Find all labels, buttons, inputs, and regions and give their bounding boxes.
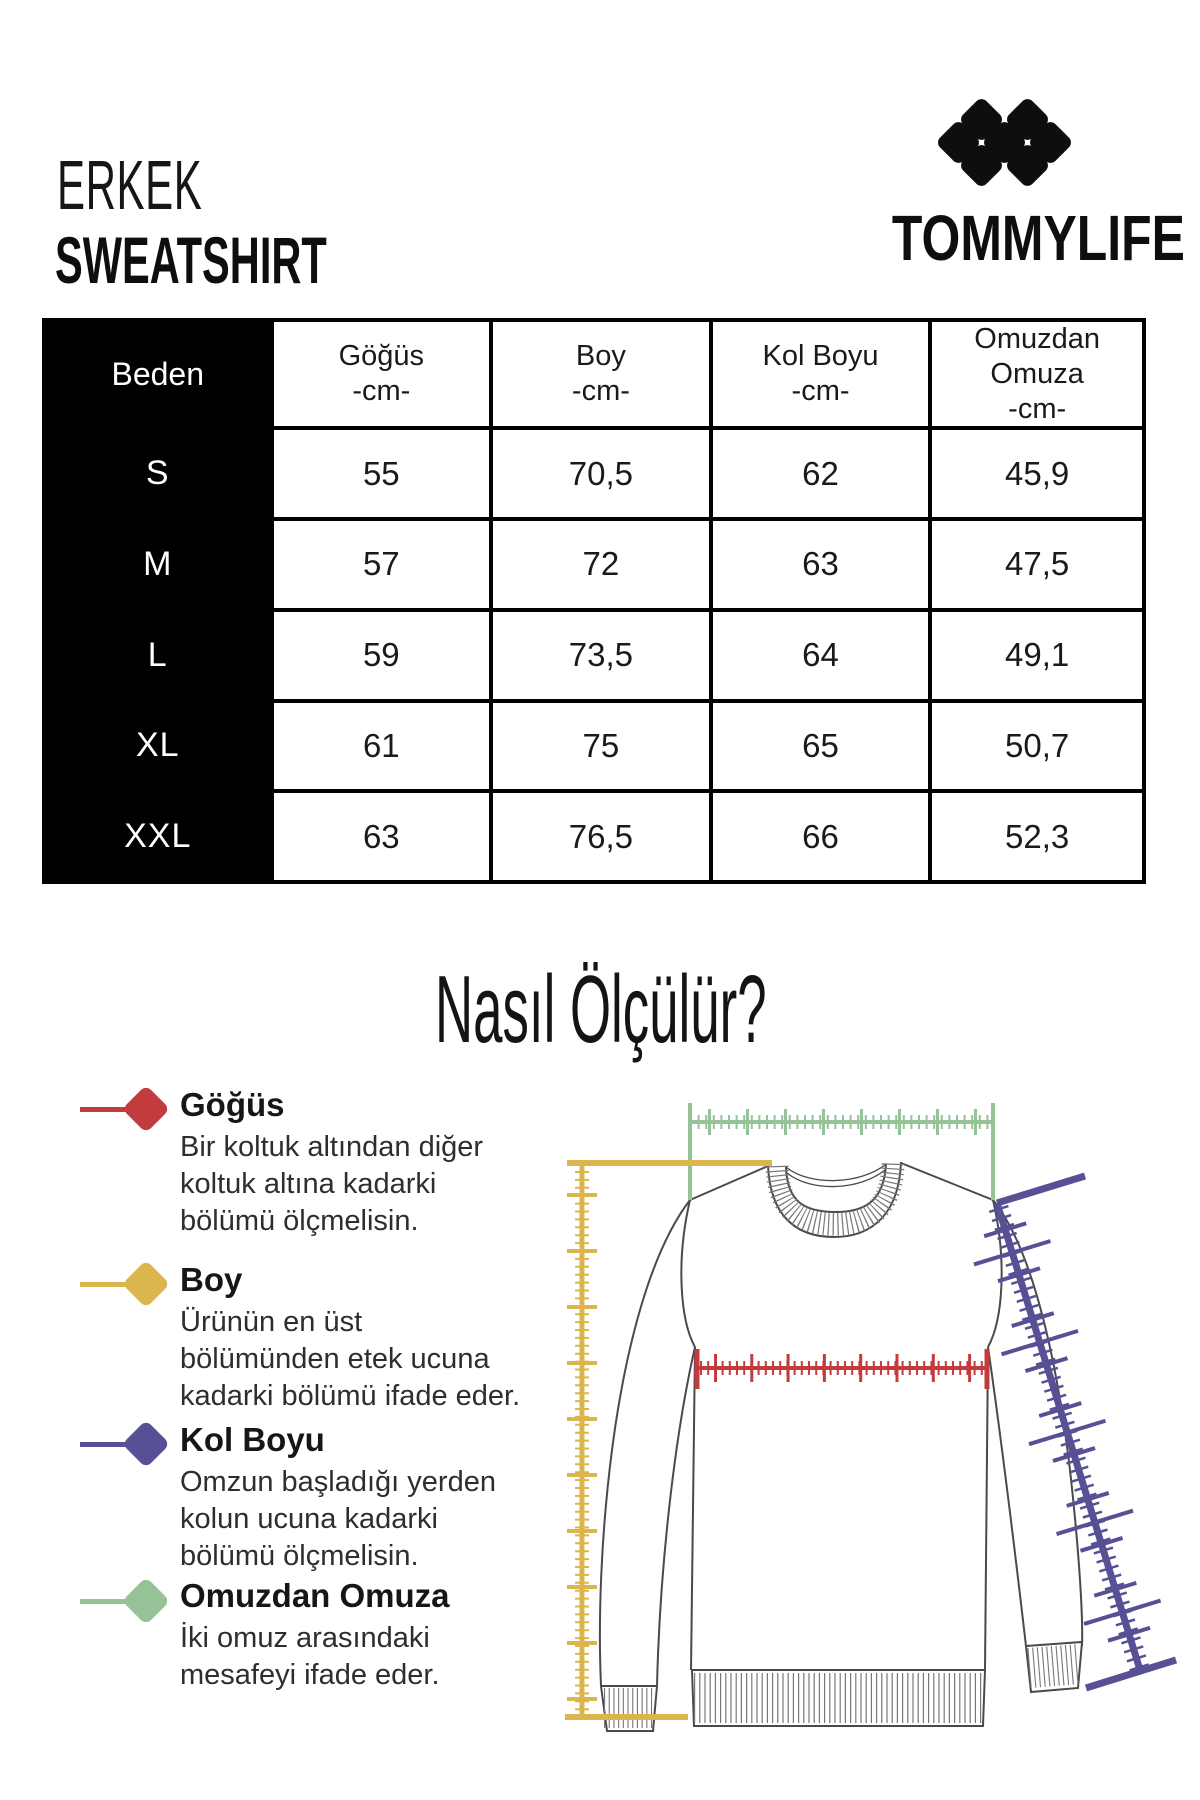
shoulder-ruler — [690, 1103, 993, 1200]
table-cell: 62 — [713, 430, 929, 517]
table-cell: 64 — [713, 612, 929, 699]
table-cell: 73,5 — [493, 612, 709, 699]
table-cell: 45,9 — [932, 430, 1142, 517]
table-cell: 63 — [274, 793, 490, 880]
table-cell: 70,5 — [493, 430, 709, 517]
table-row-size: XXL — [46, 793, 270, 880]
sleeve-ruler — [997, 1176, 1176, 1688]
category-title: ERKEK — [57, 146, 203, 224]
table-row-size: M — [46, 521, 270, 608]
table-row-size: S — [46, 430, 270, 517]
length-diamond-icon — [122, 1260, 170, 1308]
chest-ruler — [697, 1349, 987, 1389]
table-cell: 66 — [713, 793, 929, 880]
product-title: SWEATSHIRT — [55, 223, 327, 297]
table-cell: 72 — [493, 521, 709, 608]
table-cell: 61 — [274, 703, 490, 790]
measure-item-title: Göğüs — [180, 1086, 285, 1123]
table-cell: 57 — [274, 521, 490, 608]
table-row-size: L — [46, 612, 270, 699]
sweatshirt-diagram-svg — [540, 1080, 1200, 1790]
size-table — [42, 318, 1146, 884]
table-header-length: Boy -cm- — [493, 322, 709, 426]
table-cell: 50,7 — [932, 703, 1142, 790]
table-row-size: XL — [46, 703, 270, 790]
table-header-chest: Göğüs -cm- — [274, 322, 490, 426]
measure-item-description: Omzun başladığı yerden kolun ucuna kadarki bölümü ölçmelisin. — [180, 1466, 496, 1572]
table-cell: 52,3 — [932, 793, 1142, 880]
measure-section-title: Nasıl Ölçülür? — [435, 956, 767, 1063]
table-cell: 59 — [274, 612, 490, 699]
table-cell: 65 — [713, 703, 929, 790]
brand-name: TOMMYLIFE — [891, 202, 1185, 274]
table-header-sleeve: Kol Boyu -cm- — [713, 322, 929, 426]
measure-item-description: Ürünün en üst bölümünden etek ucuna kadarki bölümü ifade eder. — [180, 1306, 521, 1412]
shoulder-diamond-icon — [122, 1577, 170, 1625]
brand-logo — [860, 100, 1185, 274]
measure-item-title: Kol Boyu — [180, 1421, 325, 1458]
length-ruler — [565, 1163, 772, 1717]
chest-diamond-icon — [122, 1085, 170, 1133]
table-cell: 55 — [274, 430, 490, 517]
table-header-size: Beden — [46, 322, 270, 426]
measure-item-description: İki omuz arasındaki mesafeyi ifade eder. — [180, 1622, 440, 1691]
table-cell: 63 — [713, 521, 929, 608]
measurement-diagram — [540, 1080, 1200, 1790]
table-cell: 75 — [493, 703, 709, 790]
sleeve-diamond-icon — [122, 1420, 170, 1468]
measure-item-title: Omuzdan Omuza — [180, 1577, 450, 1614]
measure-item-title: Boy — [180, 1261, 243, 1298]
table-cell: 47,5 — [932, 521, 1142, 608]
measure-item-description: Bir koltuk altından diğer koltuk altına kadarki bölümü ölçmelisin. — [180, 1131, 484, 1237]
table-cell: 49,1 — [932, 612, 1142, 699]
table-cell: 76,5 — [493, 793, 709, 880]
table-header-shoulder: Omuzdan Omuza -cm- — [932, 322, 1142, 426]
